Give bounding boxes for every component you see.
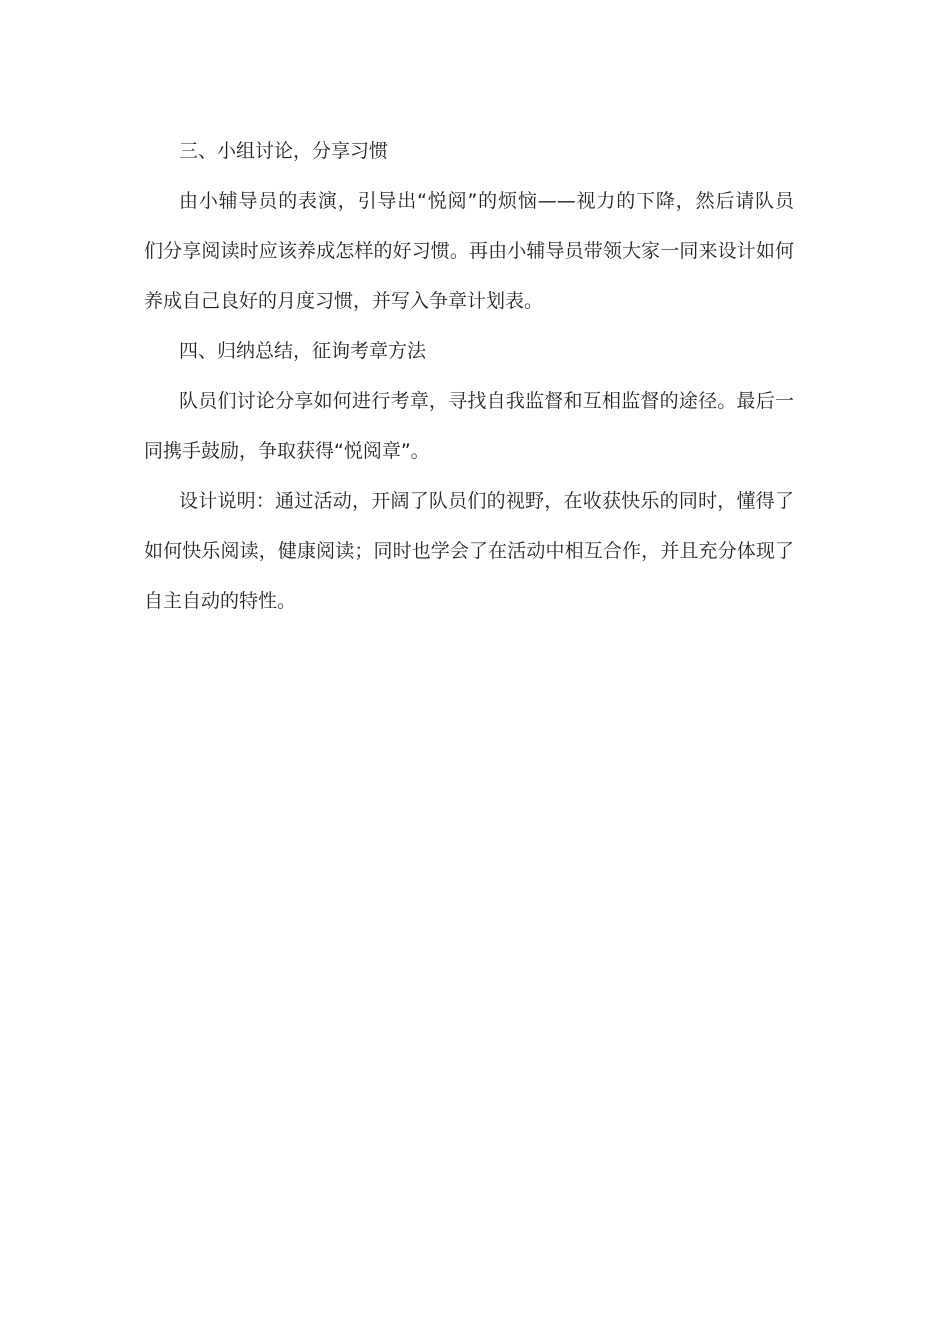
paragraph-design-notes xyxy=(144,483,804,619)
paragraph-line: 队员们讨论分享如何进行考章，寻找自我监督和互相监督的途径。最后一 xyxy=(179,390,794,412)
section-heading-3: 三、小组讨论，分享习惯 xyxy=(179,140,389,162)
document-body xyxy=(144,133,804,633)
paragraph-line: 同携手鼓励，争取获得“悦阅章”。 xyxy=(144,440,430,462)
paragraph-habits xyxy=(144,183,804,319)
paragraph-line: 自主自动的特性。 xyxy=(144,590,297,612)
paragraph-line: 设计说明：通过活动，开阔了队员们的视野，在收获快乐的同时，懂得了 xyxy=(179,490,794,512)
paragraph-line: 如何快乐阅读，健康阅读；同时也学会了在活动中相互合作，并且充分体现了 xyxy=(144,540,794,562)
paragraph-line: 由小辅导员的表演，引导出“悦阅”的烦恼——视力的下降，然后请队员 xyxy=(179,190,794,212)
paragraph-line: 养成自己良好的月度习惯，并写入争章计划表。 xyxy=(144,290,544,312)
section-heading-4: 四、归纳总结，征询考章方法 xyxy=(179,340,427,362)
paragraph-badge-methods xyxy=(144,383,804,469)
paragraph-line: 们分享阅读时应该养成怎样的好习惯。再由小辅导员带领大家一同来设计如何 xyxy=(144,240,794,262)
